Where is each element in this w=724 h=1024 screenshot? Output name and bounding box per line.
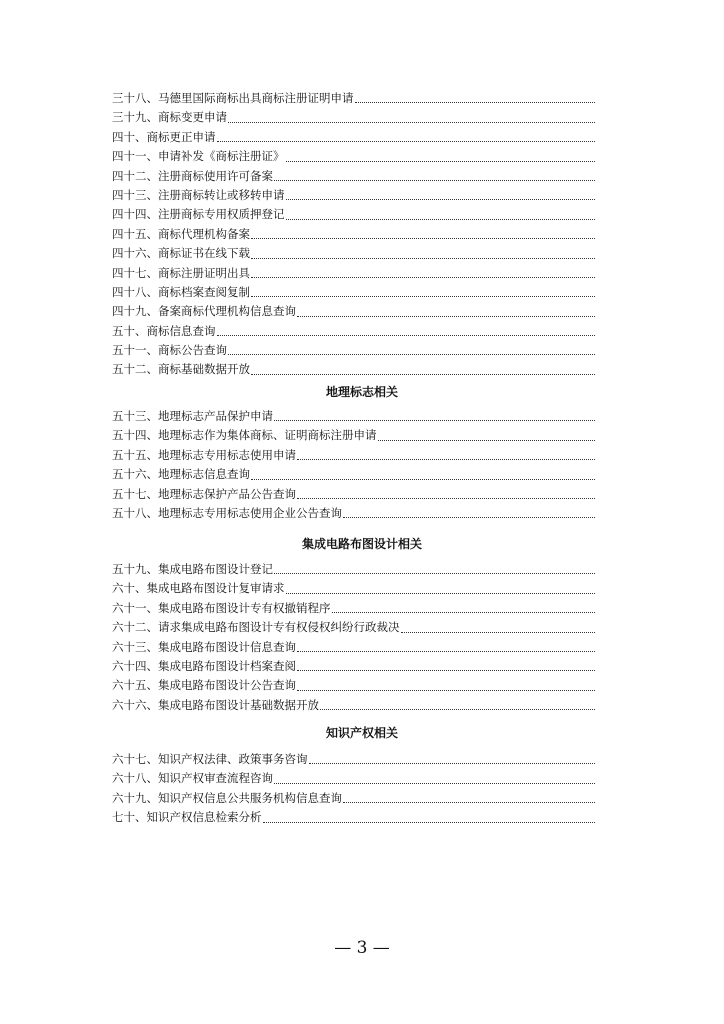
toc-leader-dots [343,802,595,803]
toc-leader-dots [297,690,595,691]
toc-leader-dots [332,612,596,613]
toc-leader-dots [251,374,595,375]
toc-leader-dots [320,709,595,710]
toc-entry-text: 五十八、地理标志专用标志使用企业公告查询 [112,505,342,520]
toc-leader-dots [217,141,596,142]
toc-entry [112,769,596,788]
toc-leader-dots [274,783,595,784]
toc-leader-dots [343,517,595,518]
toc-entry-text: 五十一、商标公告查询 [112,343,227,358]
toc-entry-text: 五十六、地理标志信息查询 [112,467,250,482]
toc-leader-dots [263,822,596,823]
section-heading-intellectual-property: 知识产权相关 [325,726,398,740]
toc-entry [112,205,596,224]
toc-entry [112,147,596,166]
toc-leader-dots [251,238,595,239]
toc-entry [112,579,596,598]
toc-entry-text: 七十、知识产权信息检索分析 [112,810,262,825]
toc-leader-dots [309,763,596,764]
toc-group-trademark [112,89,596,380]
toc-entry [112,108,596,127]
toc-leader-dots [297,498,595,499]
toc-entry-text: 六十四、集成电路布图设计档案查阅 [112,658,296,673]
toc-leader-dots [251,277,595,278]
toc-entry [112,360,596,379]
toc-entry-text: 四十六、商标证书在线下载 [112,246,250,261]
toc-entry [112,264,596,283]
toc-entry [112,244,596,263]
toc-entry-text: 五十九、集成电路布图设计登记 [112,561,273,576]
toc-entry [112,89,596,108]
toc-leader-dots [297,316,595,317]
toc-entry-text: 六十九、知识产权信息公共服务机构信息查询 [112,790,342,805]
toc-entry-text: 六十六、集成电路布图设计基础数据开放 [112,697,319,712]
toc-entry-text: 五十二、商标基础数据开放 [112,362,250,377]
toc-entry [112,789,596,808]
toc-entry [112,657,596,676]
toc-entry [112,186,596,205]
toc-leader-dots [251,296,595,297]
toc-entry [112,808,596,827]
toc-entry-text: 六十二、请求集成电路布图设计专有权侵权纠纷行政裁决 [112,620,400,635]
toc-entry-text: 三十八、马德里国际商标出具商标注册证明申请 [112,90,354,105]
toc-leader-dots [228,354,595,355]
toc-group-ic-layout-design [112,560,596,715]
toc-leader-dots [297,651,595,652]
toc-leader-dots [274,420,595,421]
toc-entry-text: 六十八、知识产权审查流程咨询 [112,771,273,786]
toc-leader-dots [286,199,596,200]
toc-entry-text: 六十一、集成电路布图设计专有权撤销程序 [112,600,331,615]
toc-group-geographical-indication [112,407,596,523]
toc-entry [112,465,596,484]
toc-entry-text: 四十四、注册商标专用权质押登记 [112,207,285,222]
toc-entry-text: 五十五、地理标志专用标志使用申请 [112,447,296,462]
toc-entry [112,302,596,321]
toc-entry-text: 六十三、集成电路布图设计信息查询 [112,639,296,654]
toc-leader-dots [297,670,595,671]
toc-leader-dots [297,459,595,460]
page-number: — 3 — [334,938,390,958]
toc-leader-dots [228,122,595,123]
toc-entry [112,322,596,341]
toc-leader-dots [286,593,596,594]
toc-entry [112,638,596,657]
section-heading-geographical-indication: 地理标志相关 [325,385,398,399]
toc-entry-text: 四十八、商标档案查阅复制 [112,284,250,299]
toc-entry [112,225,596,244]
toc-entry [112,485,596,504]
toc-entry [112,599,596,618]
toc-leader-dots [286,161,596,162]
toc-entry-text: 四十七、商标注册证明出具 [112,265,250,280]
toc-entry [112,750,596,769]
toc-leader-dots [401,632,596,633]
toc-entry-text: 五十七、地理标志保护产品公告查询 [112,486,296,501]
toc-entry-text: 四十三、注册商标转让或移转申请 [112,187,285,202]
toc-leader-dots [217,335,596,336]
toc-entry [112,696,596,715]
toc-entry-text: 四十九、备案商标代理机构信息查询 [112,304,296,319]
toc-entry [112,283,596,302]
toc-leader-dots [286,219,596,220]
toc-entry [112,128,596,147]
toc-leader-dots [378,440,596,441]
toc-entry-text: 四十二、注册商标使用许可备案 [112,168,273,183]
toc-entry [112,560,596,579]
toc-entry-text: 六十五、集成电路布图设计公告查询 [112,678,296,693]
toc-leader-dots [274,573,595,574]
toc-entry [112,426,596,445]
toc-entry-text: 五十、商标信息查询 [112,323,216,338]
toc-entry [112,167,596,186]
toc-entry-text: 五十四、地理标志作为集体商标、证明商标注册申请 [112,428,377,443]
toc-entry [112,446,596,465]
toc-entry-text: 四十一、申请补发《商标注册证》 [112,149,285,164]
toc-entry [112,407,596,426]
toc-entry-text: 六十七、知识产权法律、政策事务咨询 [112,751,308,766]
toc-leader-dots [355,102,596,103]
toc-entry-text: 三十九、商标变更申请 [112,110,227,125]
toc-entry [112,504,596,523]
toc-entry-text: 四十五、商标代理机构备案 [112,226,250,241]
toc-group-intellectual-property [112,750,596,828]
toc-entry-text: 五十三、地理标志产品保护申请 [112,408,273,423]
section-heading-ic-layout-design: 集成电路布图设计相关 [301,537,422,551]
toc-entry [112,341,596,360]
toc-leader-dots [251,258,595,259]
toc-leader-dots [274,180,595,181]
toc-entry [112,676,596,695]
toc-leader-dots [251,479,595,480]
toc-entry-text: 六十、集成电路布图设计复审请求 [112,581,285,596]
toc-entry-text: 四十、商标更正申请 [112,129,216,144]
toc-entry [112,618,596,637]
